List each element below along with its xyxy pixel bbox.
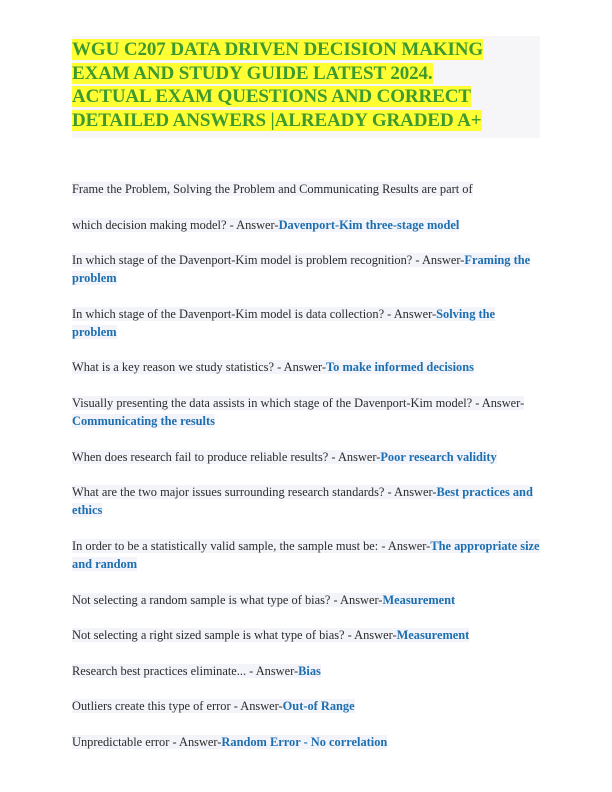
answer-text: Out-of Range [282,699,355,713]
title-line-4: DETAILED ANSWERS |ALREADY GRADED A+ [72,109,482,131]
title-line-1: WGU C207 DATA DRIVEN DECISION MAKING [72,39,484,60]
question-text: When does research fail to produce reliable results? - Answer- [72,450,381,464]
answer-text: Measurement [382,593,456,607]
question-text: Unpredictable error - Answer- [72,735,222,749]
question-text: In order to be a statistically valid sample, the sample must be: - Answer- [72,539,431,553]
qa-item [72,733,387,751]
question-text: Research best practices eliminate... - Answer- [72,664,299,678]
answer-text: Communicating the results [72,414,215,428]
answer-text: Poor research validity [380,450,497,464]
qa-item [72,305,542,341]
qa-item [72,251,542,287]
answer-text: Measurement [396,628,470,642]
question-text: In which stage of the Davenport-Kim model is problem recognition? - Answer- [72,253,465,267]
answer-text: Bias [298,664,321,678]
question-text: Outliers create this type of error - Answer- [72,699,283,713]
qa-item [72,626,469,644]
qa-item [72,358,474,376]
question-text: Not selecting a random sample is what type of bias? - Answer- [72,593,383,607]
question-text: Visually presenting the data assists in which stage of the Davenport-Kim model? - Answer- [72,396,525,410]
answer-text: To make informed decisions [326,360,474,374]
question-text: In which stage of the Davenport-Kim model is data collection? - Answer- [72,307,437,321]
answer-text: Random Error - No correlation [221,735,388,749]
answer-text: The appropriate size and random [72,539,540,571]
answer-text: Solving the problem [72,307,496,339]
title-line-2: EXAM AND STUDY GUIDE LATEST 2024. [72,62,433,84]
qa-item [72,448,497,466]
title-line-3: ACTUAL EXAM QUESTIONS AND CORRECT [72,86,471,107]
qa-item [72,662,321,680]
question-text: What is a key reason we study statistics? - Answer- [72,360,327,374]
question-text: which decision making model? - Answer- [72,218,279,232]
qa-item [72,394,542,430]
answer-text: Framing the problem [72,253,531,285]
qa-item [72,537,542,573]
intro-line [72,180,473,198]
qa-item [72,591,455,609]
answer-text: Davenport-Kim three-stage model [278,218,460,232]
qa-item [72,216,459,234]
intro-text: Frame the Problem, Solving the Problem and Communicating Results are part of [72,182,473,196]
question-text: Not selecting a right sized sample is what type of bias? - Answer- [72,628,397,642]
document-title [72,36,540,138]
question-text: What are the two major issues surrounding research standards? - Answer- [72,485,437,499]
qa-item [72,697,355,715]
qa-item [72,483,542,519]
answer-text: Best practices and ethics [72,485,533,517]
